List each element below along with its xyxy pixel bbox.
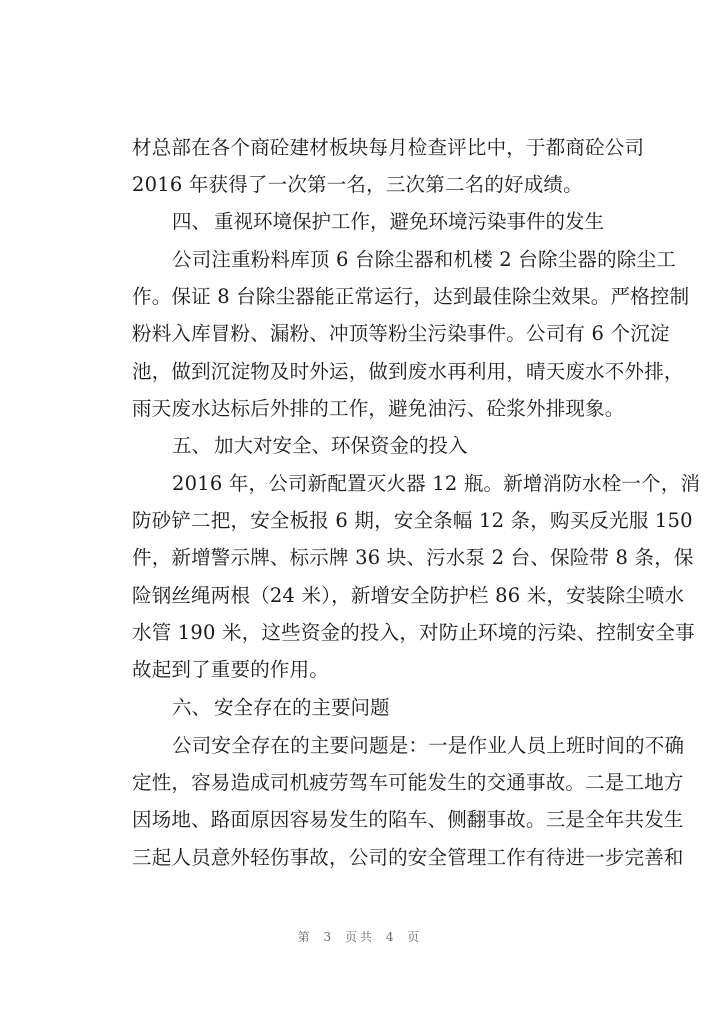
body-line: 因场地、路面原因容易发生的陷车、侧翻事故。三是全年共发生 bbox=[132, 808, 684, 831]
body-line: 件，新增警示牌、标示牌 36 块、污水泵 2 台、保险带 8 条，保 bbox=[132, 546, 694, 569]
footer-suffix: 页 bbox=[407, 930, 423, 944]
section-number: 四、 bbox=[172, 210, 212, 233]
body-line: 作。保证 8 台除尘器能正常运行，达到最佳除尘效果。严格控制 bbox=[132, 285, 690, 308]
body-line: 险钢丝绳两根（24 米），新增安全防护栏 86 米，安装除尘喷水 bbox=[132, 584, 685, 607]
body-line: 材总部在各个商砼建材板块每月检查评比中，于都商砼公司 bbox=[132, 136, 645, 159]
footer-middle: 页共 bbox=[344, 930, 375, 944]
body-line: 2016 年，公司新配置灭火器 12 瓶。新增消防水栓一个，消 bbox=[172, 472, 701, 495]
body-line: 水管 190 米，这些资金的投入，对防止环境的污染、控制安全事 bbox=[132, 621, 695, 644]
body-line: 定性，容易造成司机疲劳驾车可能发生的交通事故。二是工地方 bbox=[132, 771, 684, 794]
body-line: 2016 年获得了一次第一名，三次第二名的好成绩。 bbox=[132, 173, 583, 196]
footer-prefix: 第 bbox=[297, 930, 313, 944]
body-line: 三起人员意外轻伤事故，公司的安全管理工作有待进一步完善和 bbox=[132, 846, 684, 869]
footer-page-number: 3 bbox=[323, 930, 335, 944]
body-line: 公司注重粉料库顶 6 台除尘器和机楼 2 台除尘器的除尘工 bbox=[172, 248, 676, 271]
body-line: 粉料入库冒粉、漏粉、冲顶等粉尘污染事件。公司有 6 个沉淀 bbox=[132, 322, 670, 345]
body-line: 防砂铲二把，安全板报 6 期，安全条幅 12 条，购买反光服 150 bbox=[132, 509, 693, 532]
footer-total-pages: 4 bbox=[385, 930, 397, 944]
section-title: 重视环境保护工作，避免环境污染事件的发生 bbox=[214, 210, 605, 233]
section-number: 五、 bbox=[172, 434, 212, 457]
body-line: 故起到了重要的作用。 bbox=[132, 658, 330, 681]
page-footer bbox=[0, 928, 720, 945]
section-number: 六、 bbox=[172, 696, 212, 719]
section-title: 安全存在的主要问题 bbox=[214, 696, 390, 719]
body-line: 公司安全存在的主要问题是：一是作业人员上班时间的不确 bbox=[172, 734, 685, 757]
body-line: 雨天废水达标后外排的工作，避免油污、砼浆外排现象。 bbox=[132, 397, 625, 420]
body-line: 池，做到沉淀物及时外运，做到废水再利用，晴天废水不外排， bbox=[132, 360, 684, 383]
section-title: 加大对安全、环保资金的投入 bbox=[214, 434, 468, 457]
